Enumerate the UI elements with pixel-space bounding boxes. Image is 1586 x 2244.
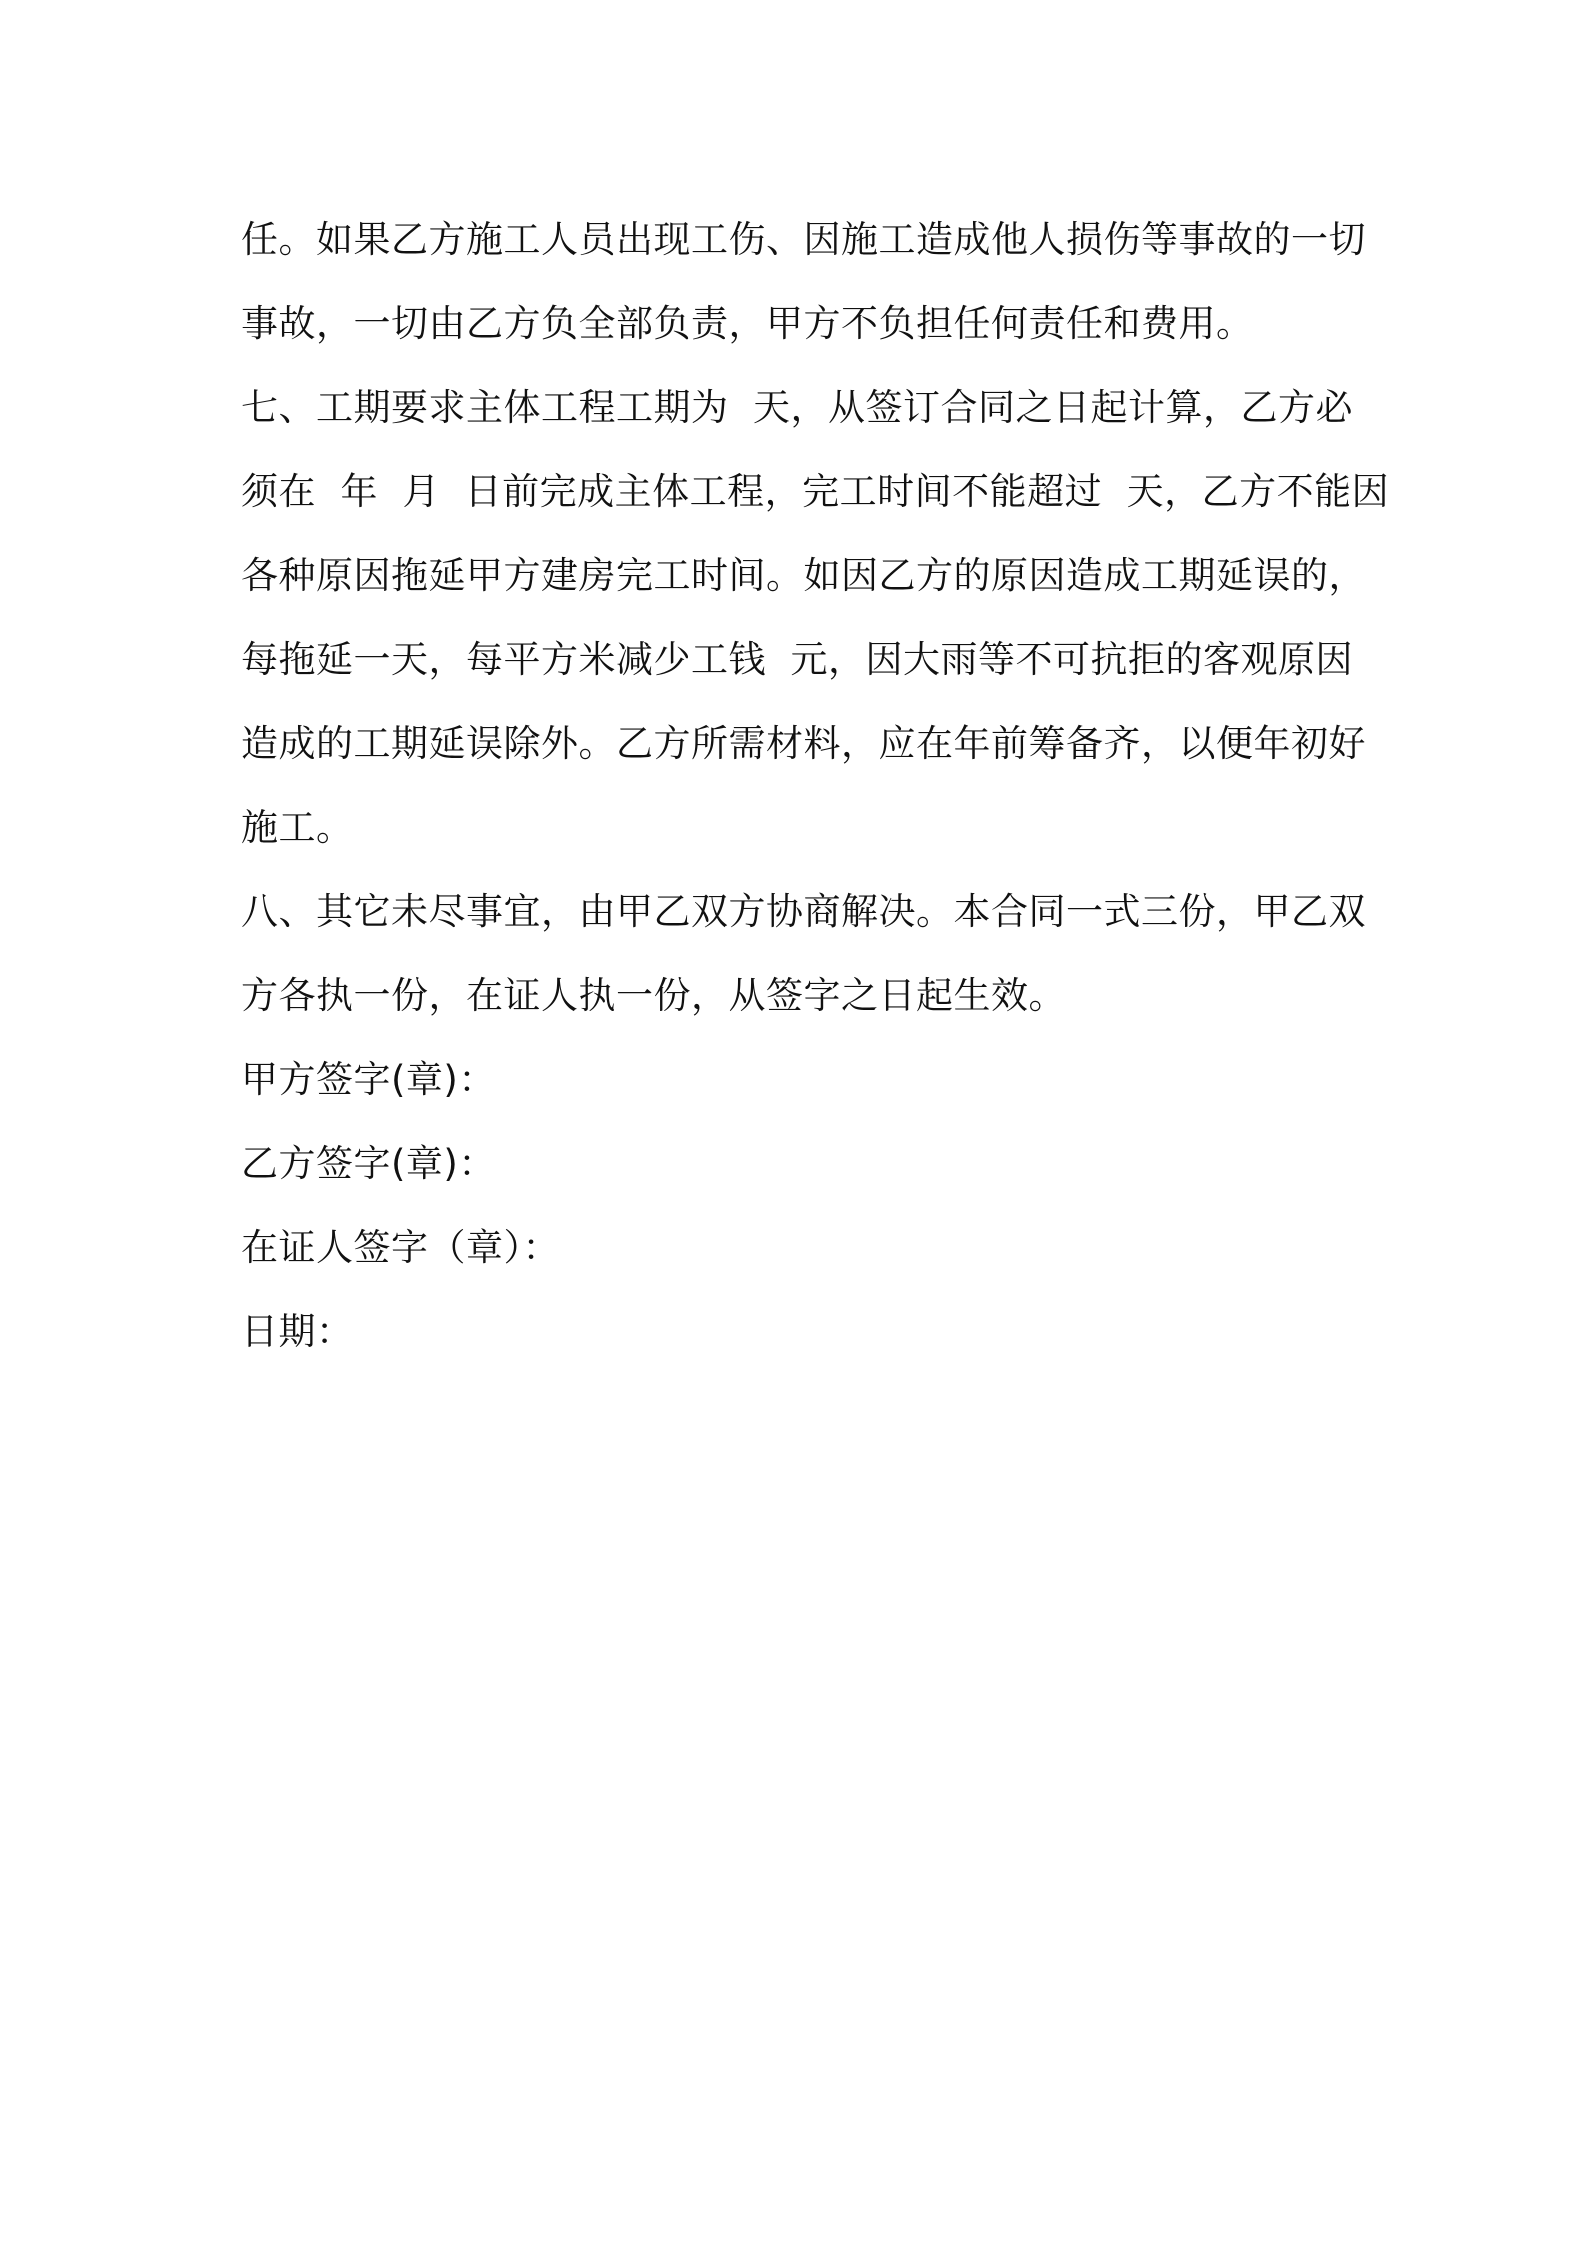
clause-seven-line: 每拖延一天，每平方米减少工钱 元，因大雨等不可抗拒的客观原因 [241, 638, 1354, 681]
date-label: 日期： [241, 1310, 354, 1353]
clause-seven-line: 各种原因拖延甲方建房完工时间。如因乙方的原因造成工期延误的， [241, 554, 1366, 597]
clause-seven-line: 造成的工期延误除外。乙方所需材料，应在年前筹备齐，以便年初好 [241, 722, 1366, 765]
clause-seven-line: 施工。 [241, 806, 354, 849]
witness-signature-label: 在证人签字（章）： [241, 1226, 560, 1269]
clause-seven-line: 七、工期要求主体工程工期为 天，从签订合同之日起计算，乙方必 [241, 386, 1354, 429]
party-b-signature-label: 乙方签字(章)： [241, 1142, 496, 1185]
clause-eight-line: 八、其它未尽事宜，由甲乙双方协商解决。本合同一式三份，甲乙双 [241, 890, 1366, 933]
paragraph-line: 任。如果乙方施工人员出现工伤、因施工造成他人损伤等事故的一切 [241, 218, 1366, 261]
clause-seven-line: 须在 年 月 日前完成主体工程，完工时间不能超过 天，乙方不能因 [241, 470, 1390, 513]
party-a-signature-label: 甲方签字(章)： [241, 1058, 496, 1101]
paragraph-line: 事故，一切由乙方负全部负责，甲方不负担任何责任和费用。 [241, 302, 1254, 345]
clause-eight-line: 方各执一份，在证人执一份，从签字之日起生效。 [241, 974, 1066, 1017]
document-body [241, 198, 1390, 1374]
